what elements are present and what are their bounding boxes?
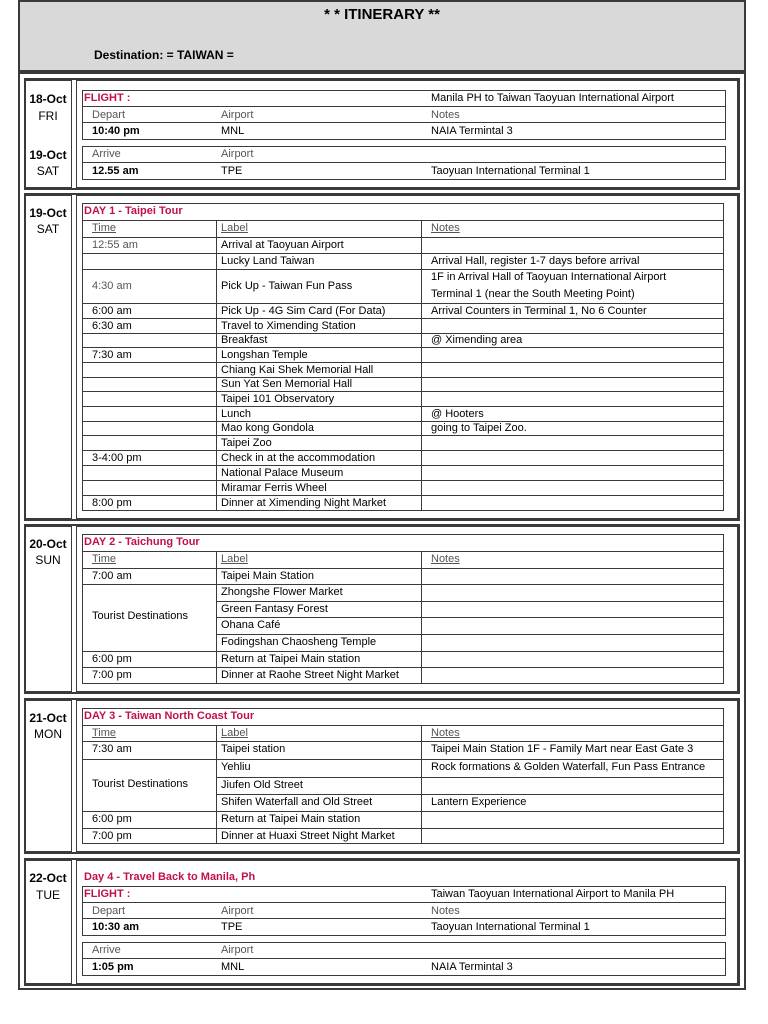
row-time: 6:00 pm	[92, 813, 132, 825]
row-time: 7:30 am	[92, 349, 132, 361]
airport-header: Airport	[221, 944, 254, 956]
row-note: Rock formations & Golden Waterfall, Fun Pass Entrance	[431, 761, 706, 773]
row-label: Return at Taipei Main station	[221, 653, 361, 665]
weekday: SAT	[36, 164, 60, 178]
row-label: Sun Yat Sen Memorial Hall	[221, 378, 353, 390]
depart-header: Depart	[92, 109, 126, 121]
row-note: Terminal 1 (near the South Meeting Point)	[431, 288, 635, 300]
flight-route: Manila PH to Taiwan Taoyuan International Airport	[431, 92, 674, 104]
date: 19-Oct	[29, 148, 67, 162]
notes-header: Notes	[431, 222, 460, 234]
row-label: Shifen Waterfall and Old Street	[221, 796, 373, 808]
row-label: Travel to Ximending Station	[221, 320, 356, 332]
row-label: Ohana Café	[221, 619, 281, 631]
row-label: National Palace Museum	[221, 467, 344, 479]
time-header: Time	[92, 553, 117, 565]
day-title: Day 4 - Travel Back to Manila, Ph	[84, 871, 256, 883]
day-title: DAY 2 - Taichung Tour	[84, 536, 200, 548]
weekday: FRI	[38, 109, 58, 123]
label-header: Label	[221, 553, 248, 565]
label-header: Label	[221, 222, 248, 234]
arrive-time: 1:05 pm	[92, 961, 134, 973]
row-note: Arrival Counters in Terminal 1, No 6 Counter	[431, 305, 647, 317]
row-label: Pick Up - 4G Sim Card (For Data)	[221, 305, 386, 317]
row-time: Tourist Destinations	[92, 610, 188, 622]
row-label: Zhongshe Flower Market	[221, 586, 343, 598]
weekday: MON	[34, 727, 62, 741]
destination-label: Destination: = TAIWAN =	[94, 48, 234, 62]
arrive-header: Arrive	[92, 148, 121, 160]
row-label: Pick Up - Taiwan Fun Pass	[221, 280, 353, 292]
day-title: DAY 3 - Taiwan North Coast Tour	[84, 710, 255, 722]
row-label: Mao kong Gondola	[221, 422, 314, 434]
row-label: Check in at the accommodation	[221, 452, 376, 464]
arrive-table	[82, 146, 726, 180]
row-time: 4:30 am	[92, 280, 132, 292]
weekday: SUN	[35, 553, 61, 567]
arrive-note: NAIA Termintal 3	[431, 961, 513, 973]
row-label: Taipei station	[221, 743, 286, 755]
row-note: Lantern Experience	[431, 796, 527, 808]
depart-airport: TPE	[221, 921, 243, 933]
row-time: 6:00 pm	[92, 653, 132, 665]
notes-header: Notes	[431, 727, 460, 739]
arrive-header: Arrive	[92, 944, 121, 956]
day-title: DAY 1 - Taipei Tour	[84, 205, 183, 217]
date: 21-Oct	[29, 711, 67, 725]
row-time: 12:55 am	[92, 239, 138, 251]
row-label: Jiufen Old Street	[221, 779, 303, 791]
weekday: TUE	[36, 888, 60, 902]
date: 20-Oct	[29, 537, 67, 551]
flight-label: FLIGHT :	[84, 888, 131, 900]
notes-header: Notes	[431, 109, 460, 121]
weekday: SAT	[36, 222, 60, 236]
row-label: Green Fantasy Forest	[221, 603, 328, 615]
row-time: 6:30 am	[92, 320, 132, 332]
row-time: 7:00 am	[92, 570, 132, 582]
row-note: @ Ximending area	[431, 334, 523, 346]
day3-table	[82, 708, 724, 844]
row-label: Breakfast	[221, 334, 268, 346]
row-label: Lucky Land Taiwan	[221, 255, 315, 267]
notes-header: Notes	[431, 553, 460, 565]
row-note: 1F in Arrival Hall of Taoyuan International Airport	[431, 271, 667, 283]
arrive-time: 12.55 am	[92, 165, 139, 177]
row-label: Taipei Zoo	[221, 437, 272, 449]
row-label: Arrival at Taoyuan Airport	[221, 239, 344, 251]
depart-note: NAIA Termintal 3	[431, 125, 513, 137]
row-time: Tourist Destinations	[92, 778, 188, 790]
arrive-airport: TPE	[221, 165, 243, 177]
row-label: Taipei 101 Observatory	[221, 393, 335, 405]
row-time: 3-4:00 pm	[92, 452, 142, 464]
notes-header: Notes	[431, 905, 460, 917]
depart-note: Taoyuan International Terminal 1	[431, 921, 590, 933]
row-note: Taipei Main Station 1F - Family Mart near East Gate 3	[431, 743, 694, 755]
row-label: Dinner at Huaxi Street Night Market	[221, 830, 395, 842]
row-note: Arrival Hall, register 1-7 days before arrival	[431, 255, 640, 267]
row-label: Lunch	[221, 408, 251, 420]
row-label: Dinner at Raohe Street Night Market	[221, 669, 399, 681]
flight-label: FLIGHT :	[84, 92, 131, 104]
depart-time: 10:40 pm	[92, 125, 140, 137]
depart-airport: MNL	[221, 125, 245, 137]
date-column	[24, 195, 72, 519]
airport-header: Airport	[221, 905, 254, 917]
date: 22-Oct	[29, 871, 67, 885]
arrive-note: Taoyuan International Terminal 1	[431, 165, 590, 177]
row-time: 6:00 am	[92, 305, 132, 317]
row-time: 7:30 am	[92, 743, 132, 755]
row-label: Taipei Main Station	[221, 570, 314, 582]
arrive-table	[82, 942, 726, 976]
row-time: 8:00 pm	[92, 497, 132, 509]
itinerary-header	[18, 0, 746, 72]
airport-header: Airport	[221, 109, 254, 121]
row-label: Miramar Ferris Wheel	[221, 482, 327, 494]
row-time: 7:00 pm	[92, 830, 132, 842]
row-note: @ Hooters	[431, 408, 484, 420]
time-header: Time	[92, 727, 117, 739]
arrive-airport: MNL	[221, 961, 245, 973]
row-label: Yehliu	[221, 761, 251, 773]
airport-header: Airport	[221, 148, 254, 160]
row-label: Fodingshan Chaosheng Temple	[221, 636, 377, 648]
row-label: Dinner at Ximending Night Market	[221, 497, 387, 509]
row-label: Chiang Kai Shek Memorial Hall	[221, 364, 374, 376]
label-header: Label	[221, 727, 248, 739]
date: 19-Oct	[29, 206, 67, 220]
page-title: * * ITINERARY **	[324, 6, 440, 23]
row-label: Longshan Temple	[221, 349, 308, 361]
date: 18-Oct	[29, 92, 67, 106]
flight-route: Taiwan Taoyuan International Airport to Manila PH	[431, 888, 675, 900]
row-label: Return at Taipei Main station	[221, 813, 361, 825]
row-note: going to Taipei Zoo.	[431, 422, 527, 434]
depart-header: Depart	[92, 905, 126, 917]
depart-time: 10:30 am	[92, 921, 140, 933]
row-time: 7:00 pm	[92, 669, 132, 681]
time-header: Time	[92, 222, 117, 234]
